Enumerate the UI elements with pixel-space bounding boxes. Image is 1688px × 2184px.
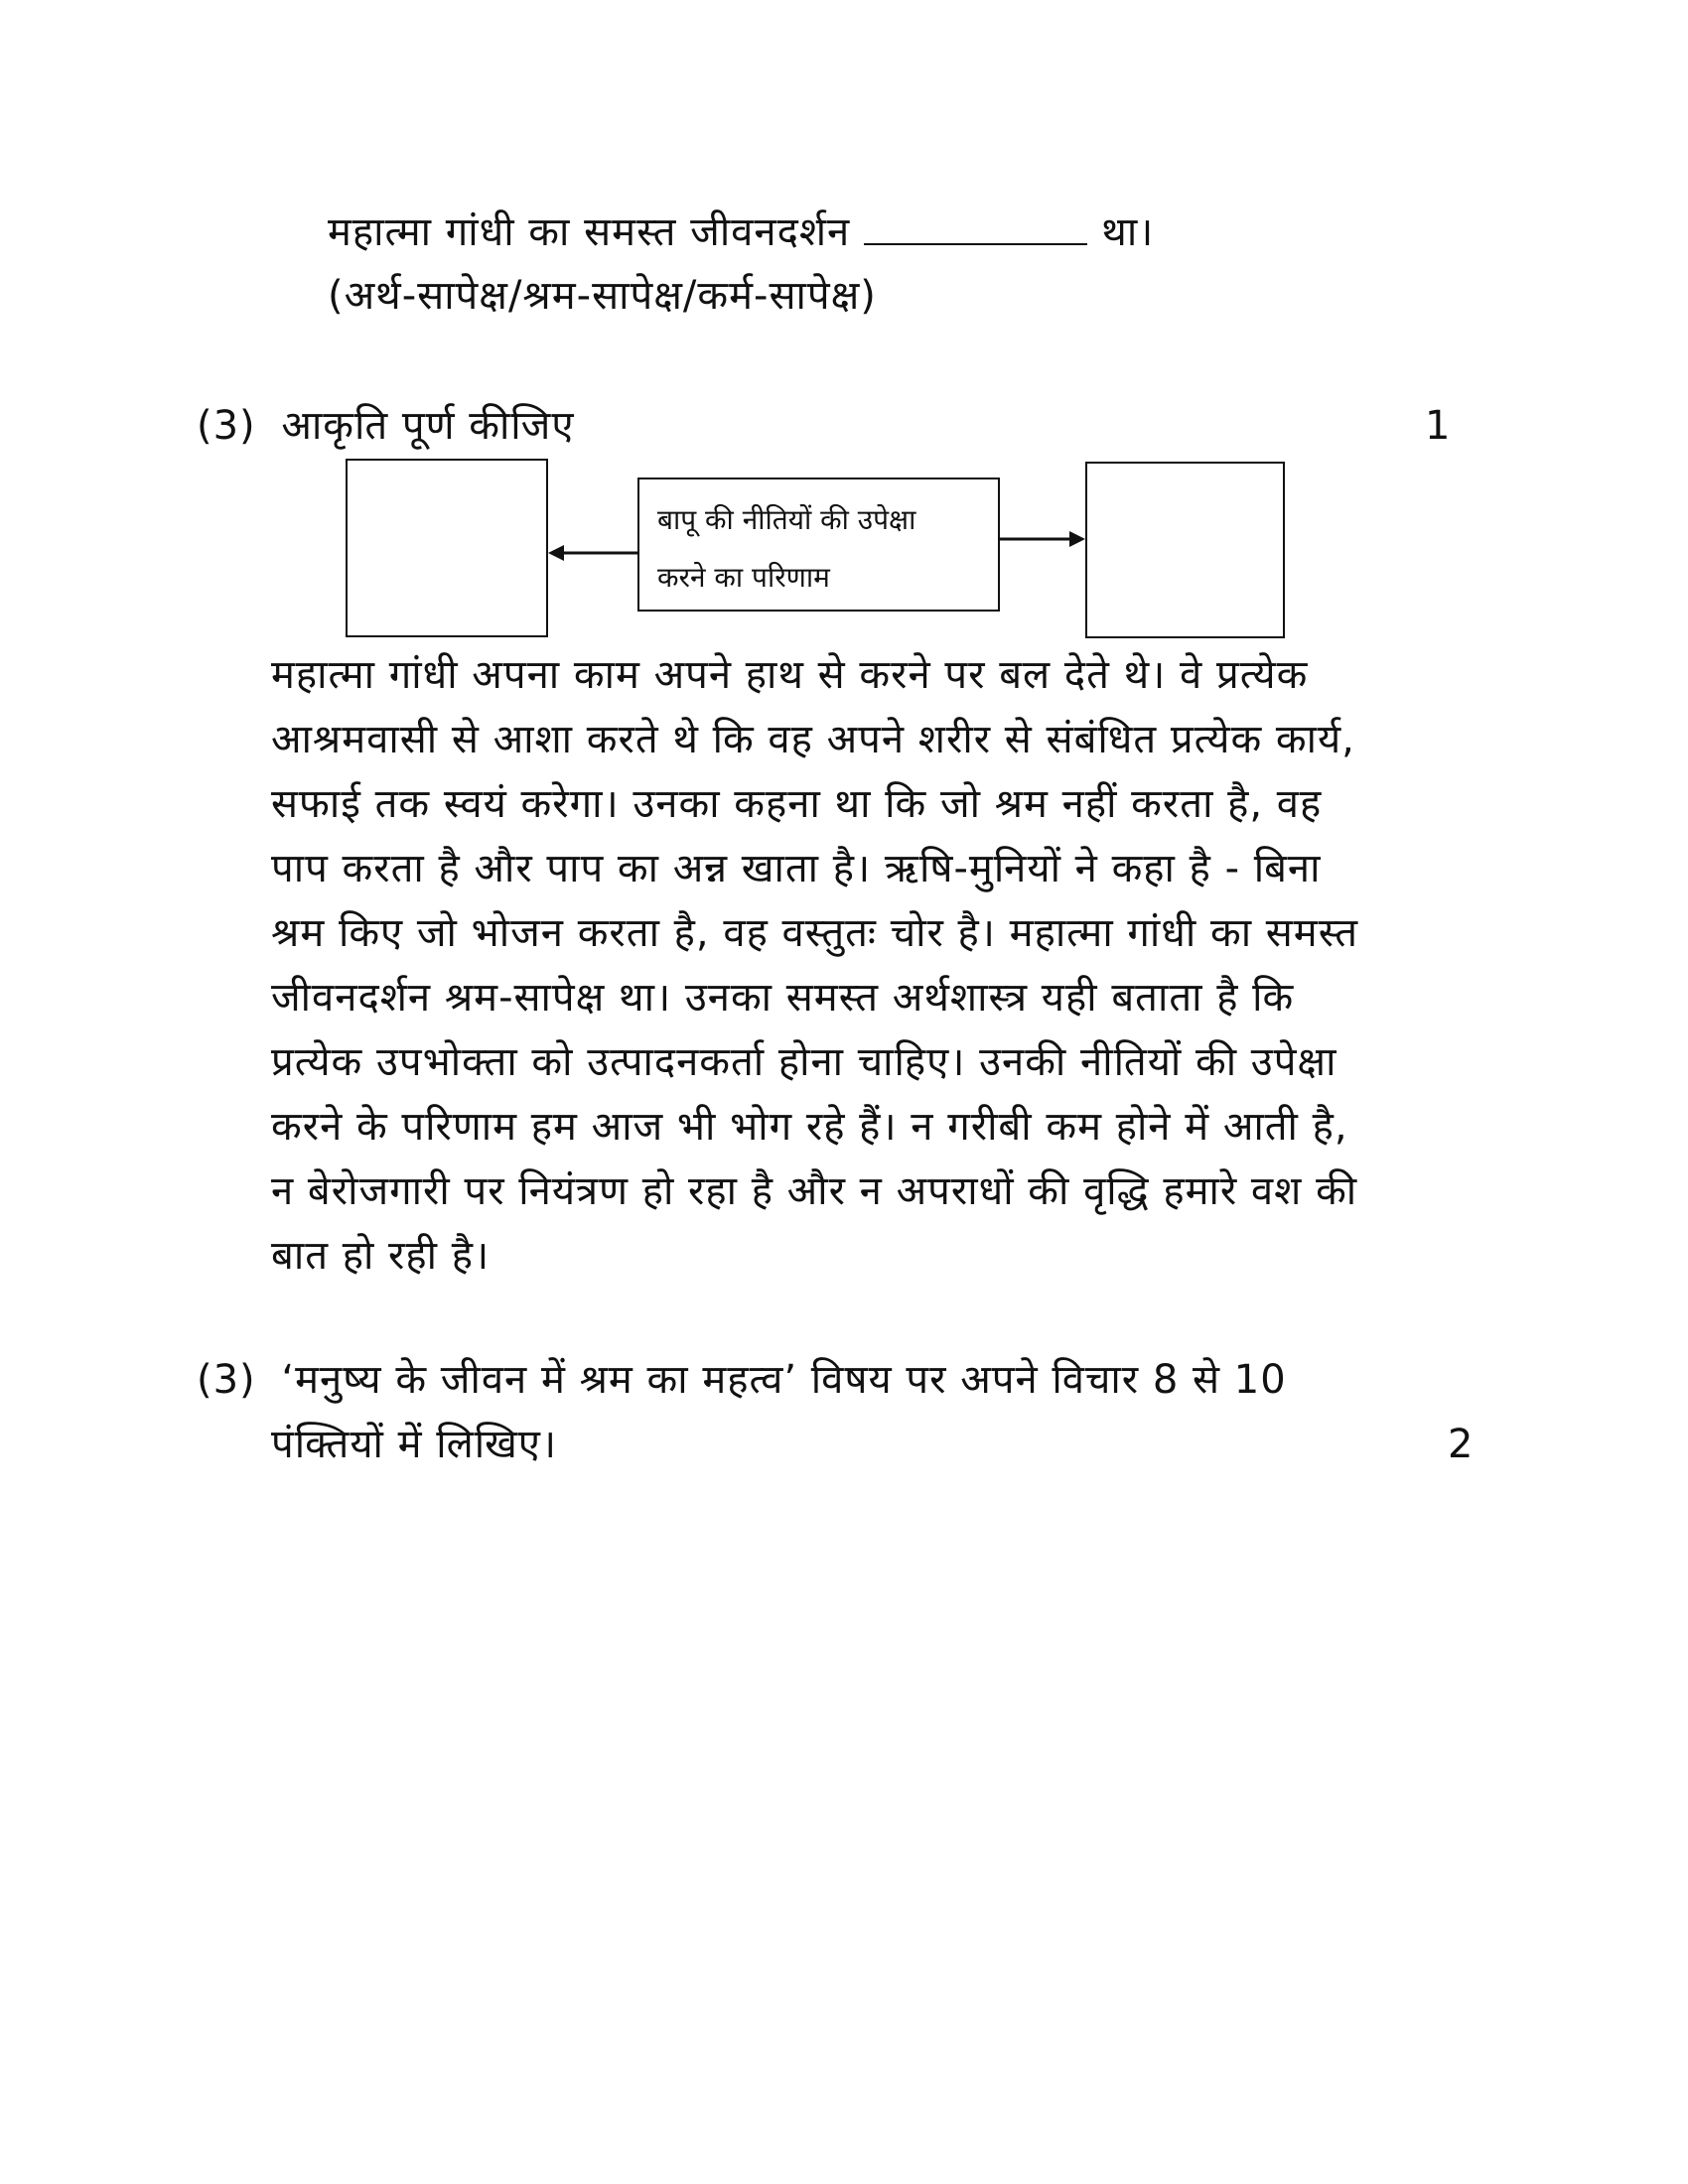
center-box-line-1: बापू की नीतियों की उपेक्षा bbox=[657, 503, 916, 536]
essay-line-2: पंक्तियों में लिखिए। bbox=[271, 1422, 558, 1467]
answer-box-left[interactable] bbox=[346, 459, 548, 637]
passage-line: सफाई तक स्वयं करेगा। उनका कहना था कि जो श्रम नहीं करता है, वह bbox=[271, 781, 1323, 827]
fill-blank-text-before: महात्मा गांधी का समस्त जीवनदर्शन bbox=[328, 209, 851, 255]
passage-line: पाप करता है और पाप का अन्न खाता है। ऋषि-मुनियों ने कहा है - बिना bbox=[271, 846, 1322, 891]
question-marks: 1 bbox=[1425, 403, 1451, 449]
question-instruction: आकृति पूर्ण कीजिए bbox=[281, 403, 575, 449]
essay-question bbox=[197, 1352, 1287, 1408]
fill-blank-text-after: था। bbox=[1101, 209, 1155, 255]
answer-blank[interactable] bbox=[864, 213, 1087, 245]
passage-line: जीवनदर्शन श्रम-सापेक्ष था। उनका समस्त अर्थशास्त्र यही बताता है कि bbox=[271, 975, 1295, 1021]
question-number: (3) bbox=[197, 1357, 256, 1403]
center-box-line-2: करने का परिणाम bbox=[657, 561, 830, 594]
figure-question bbox=[197, 398, 574, 454]
passage-line: बात हो रही है। bbox=[271, 1233, 491, 1279]
essay-line-1: ‘मनुष्य के जीवन में श्रम का महत्व’ विषय पर अपने विचार 8 से 10 bbox=[281, 1357, 1287, 1403]
center-concept-box bbox=[637, 478, 1000, 612]
passage-line: प्रत्येक उपभोक्ता को उत्पादनकर्ता होना चाहिए। उनकी नीतियों की उपेक्षा bbox=[271, 1039, 1337, 1085]
arrow-left bbox=[548, 545, 637, 561]
fill-blank-sentence bbox=[328, 205, 1154, 260]
passage-line: श्रम किए जो भोजन करता है, वह वस्तुतः चोर है। महात्मा गांधी का समस्त bbox=[271, 910, 1359, 956]
passage-line: न बेरोजगारी पर नियंत्रण हो रहा है और न अपराधों की वृद्धि हमारे वश की bbox=[271, 1168, 1358, 1214]
question-number: (3) bbox=[197, 403, 256, 449]
question-marks: 2 bbox=[1448, 1422, 1474, 1467]
fill-blank-options: (अर्थ-सापेक्ष/श्रम-सापेक्ष/कर्म-सापेक्ष) bbox=[328, 273, 877, 319]
passage-line: महात्मा गांधी अपना काम अपने हाथ से करने पर बल देते थे। वे प्रत्येक bbox=[271, 652, 1309, 698]
passage-line: करने के परिणाम हम आज भी भोग रहे हैं। न गरीबी कम होने में आती है, bbox=[271, 1104, 1348, 1150]
answer-box-right[interactable] bbox=[1085, 462, 1285, 638]
passage-line: आश्रमवासी से आशा करते थे कि वह अपने शरीर से संबंधित प्रत्येक कार्य, bbox=[271, 717, 1355, 762]
arrow-right bbox=[1000, 531, 1085, 547]
